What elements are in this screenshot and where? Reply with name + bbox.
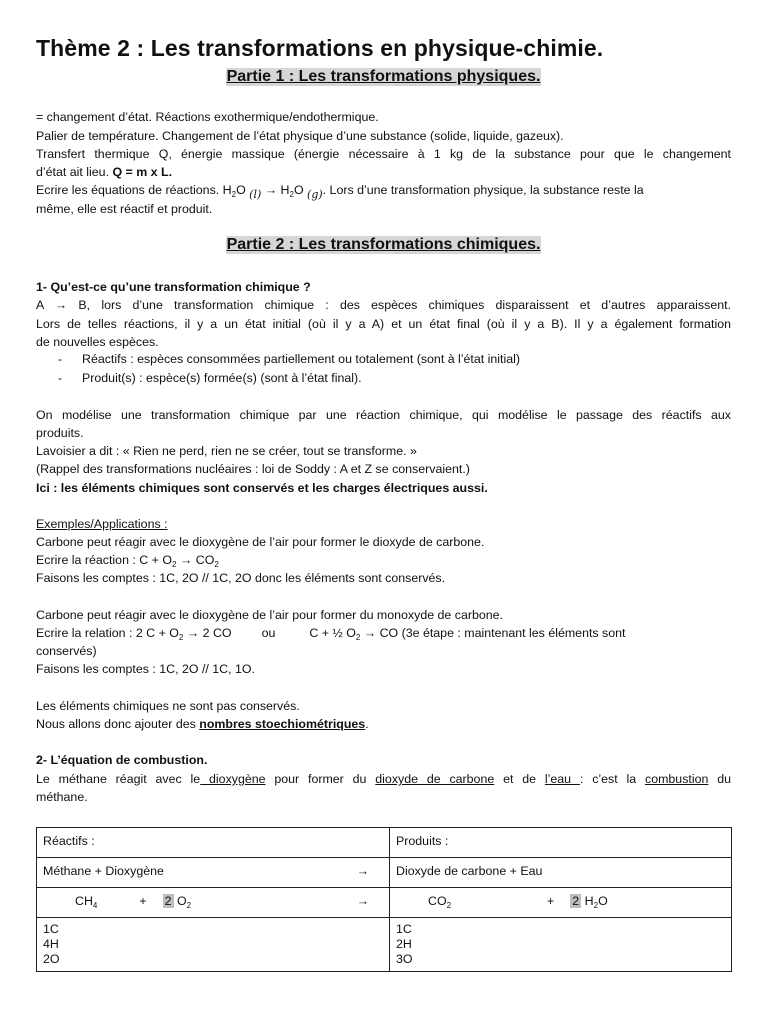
- example1-line-1: Carbone peut réagir avec le dioxygène de l’air pour former le dioxyde de carbone.: [36, 535, 485, 549]
- answer-line-3: de nouvelles espèces.: [36, 335, 159, 349]
- examples-heading: Exemples/Applications :: [36, 517, 168, 531]
- part1-line-5: Ecrire les équations de réactions. $H_2O$ $(l) \to H_2O$ (g). Lors d’une transformation physique, la substance reste la: [36, 183, 644, 201]
- bullet-produits: - Produit(s) : espèce(s) formée(s) (sont à l’état final).: [58, 371, 362, 385]
- question-2-heading: 2- L’équation de combustion.: [36, 753, 208, 767]
- example1-count: Faisons les comptes : 1C, 2O // 1C, 2O donc les éléments sont conservés.: [36, 571, 446, 585]
- model-line-2: produits.: [36, 426, 84, 440]
- coefficient-h2o: 2: [572, 894, 580, 908]
- table-header-produits: Produits :: [390, 828, 732, 858]
- table-cell-products-count: 1C 2H 3O: [390, 918, 732, 972]
- question-1-heading: 1- Qu’est-ce qu’une transformation chimique ?: [36, 280, 311, 294]
- page-title: Thème 2 : Les transformations en physique-chimie.: [36, 35, 604, 61]
- part1-line-2: Palier de température. Changement de l’état physique d’une substance (solide, liquide, gazeux).: [36, 129, 564, 143]
- combustion-line-2: méthane.: [36, 790, 88, 804]
- part1-line-6: même, elle est réactif et produit.: [36, 202, 213, 216]
- answer-line-2: Lors de telles réactions, il y a un état initial (où il y a A) et un état final (où il y a B). Il y a également formation: [36, 317, 731, 331]
- part1-heading: Partie 1 : Les transformations physiques.: [226, 68, 541, 85]
- table-row: [37, 888, 732, 918]
- table-cell-products-words: Dioxyde de carbone + Eau: [390, 858, 732, 888]
- answer-line-1: A → B, lors d’une transformation chimique : des espèces chimiques disparaissent et d’autres apparaissent.: [36, 298, 731, 312]
- soddy-reminder: (Rappel des transformations nucléaires : loi de Soddy : A et Z se conservaient.): [36, 462, 470, 476]
- table-row: [37, 918, 732, 972]
- table-row: [37, 828, 732, 858]
- stoichiometric-term: nombres stoechiométriques: [199, 717, 366, 731]
- stoichiometric-line: Nous allons donc ajouter des nombres stoechiométriques.: [36, 717, 369, 731]
- part2-heading: Partie 2 : Les transformations chimiques.: [226, 236, 541, 253]
- table-cell-reactants-formula: $CH_4 + 2$ $O_2$ →: [37, 888, 390, 918]
- example2-count: Faisons les comptes : 1C, 2O // 1C, 1O.: [36, 662, 255, 676]
- combustion-table: [36, 827, 732, 972]
- table-cell-products-formula: $CO_2 + 2$ $H_2O$: [390, 888, 732, 918]
- part1-line-1: = changement d’état. Réactions exothermique/endothermique.: [36, 110, 379, 124]
- lavoisier-quote: Lavoisier a dit : « Rien ne perd, rien ne se créer, tout se transforme. »: [36, 444, 417, 458]
- example2-equation: Ecrire la relation : 2 $C + O_2 \to 2$ CO ou C + ½ $O_2$ → CO (3e étape : maintenant les éléments sont: [36, 626, 626, 642]
- not-conserved-line: Les éléments chimiques ne sont pas conservés.: [36, 699, 300, 713]
- table-cell-reactants-count: 1C 4H 2O: [37, 918, 390, 972]
- table-row: [37, 858, 732, 888]
- example2-line-1: Carbone peut réagir avec le dioxygène de l’air pour former du monoxyde de carbone.: [36, 608, 503, 622]
- coefficient-o2: 2: [164, 894, 172, 908]
- example1-equation: Ecrire la réaction : $C + O_2 \to CO_2$: [36, 553, 219, 569]
- table-cell-reactants-words: Méthane + Dioxygène →: [37, 858, 390, 888]
- conservation-rule: Ici : les éléments chimiques sont conservés et les charges électriques aussi.: [36, 481, 488, 495]
- bullet-reactifs: - Réactifs : espèces consommées partiellement ou totalement (sont à l’état initial): [58, 352, 521, 366]
- part1-line-3: Transfert thermique Q, énergie massique (énergie nécessaire à 1 kg de la substance pour que le changement: [36, 147, 731, 161]
- table-header-reactifs: Réactifs :: [37, 828, 390, 858]
- combustion-line-1: Le méthane réagit avec le dioxygène pour former du dioxyde de carbone et de l’eau : c’est la combustion du: [36, 772, 731, 786]
- model-line-1: On modélise une transformation chimique par une réaction chimique, qui modélise le passage des réactifs aux: [36, 408, 731, 422]
- part1-line-4: d’état ait lieu. Q = m x L.: [36, 165, 173, 179]
- formula-q-mxl: Q = m x L.: [112, 165, 173, 179]
- example2-line-3: conservés): [36, 644, 97, 658]
